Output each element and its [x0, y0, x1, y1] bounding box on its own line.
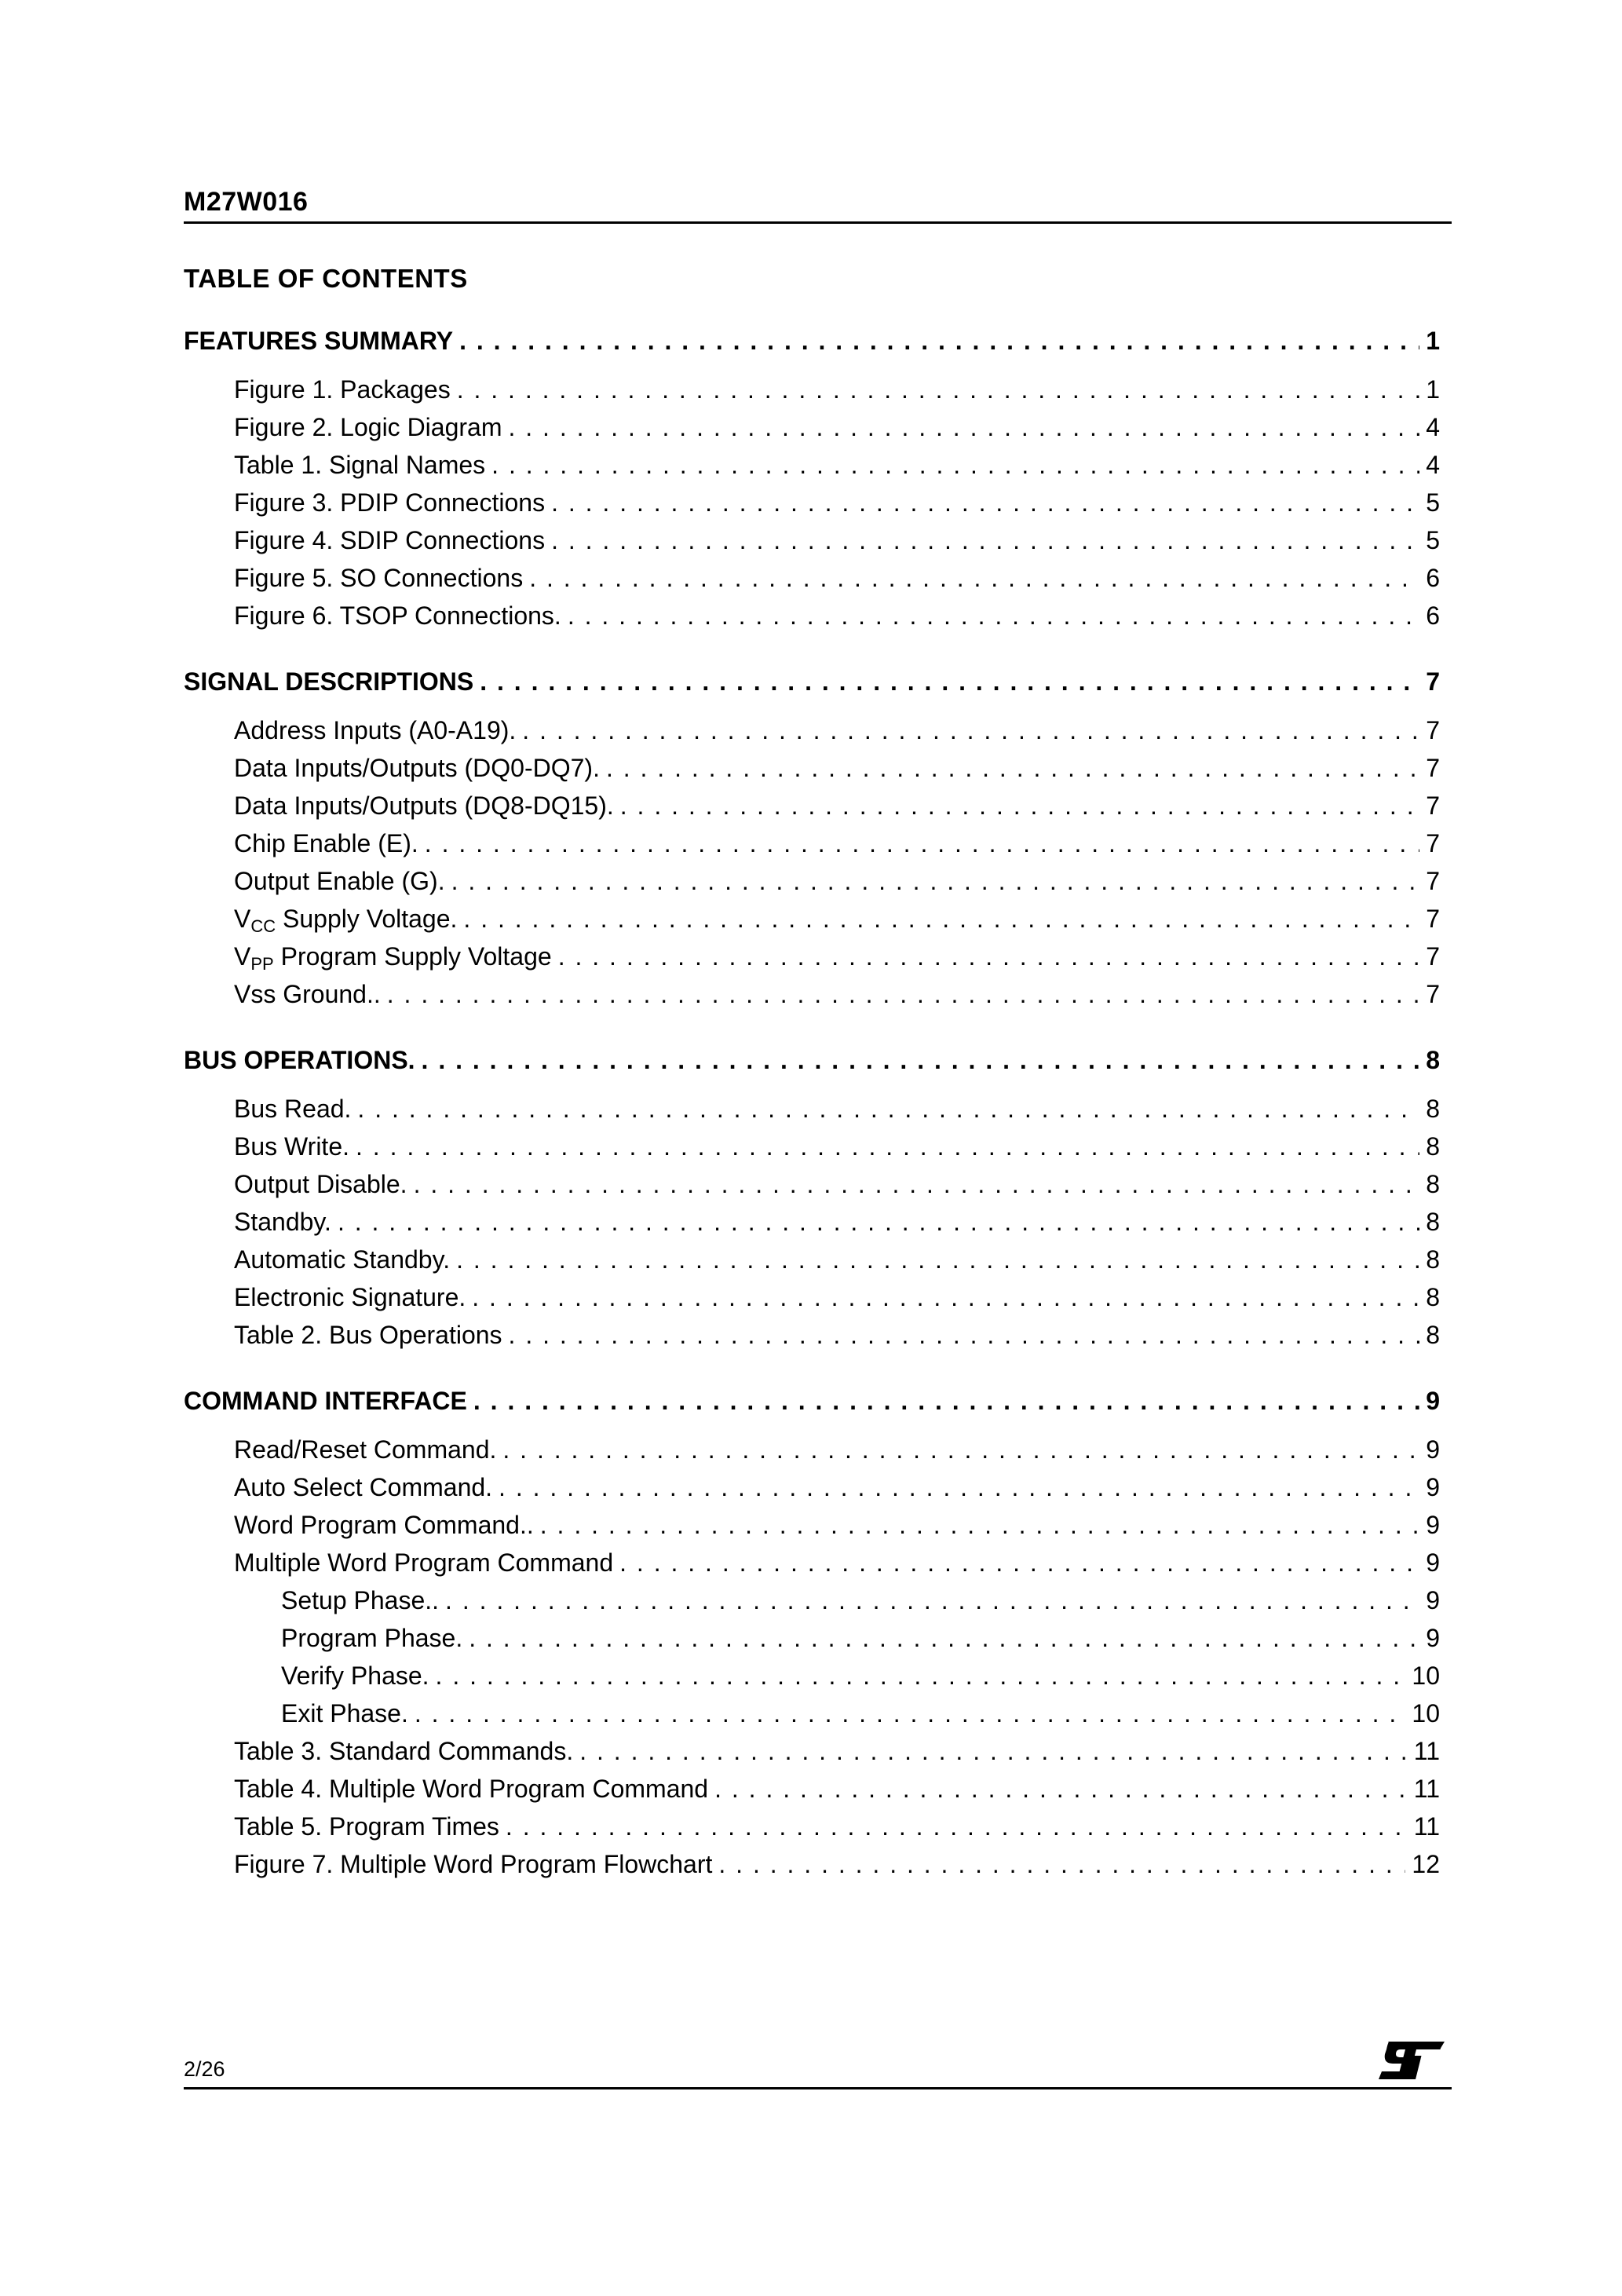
toc-entry-label: [281, 1619, 469, 1657]
toc-entry[interactable]: [184, 1808, 1440, 1845]
toc-entry-label-text: Exit Phase.: [281, 1699, 408, 1727]
footer-page-number: 2/26: [184, 2057, 225, 2081]
toc-leader-dots: [540, 1506, 1419, 1544]
toc-entry-label-text: Figure 4. SDIP Connections: [234, 526, 546, 554]
toc-entry[interactable]: [184, 975, 1440, 1013]
toc-entry-label: [234, 862, 451, 900]
toc-entry-label-text: Word Program Command..: [234, 1511, 534, 1539]
toc-entry-label-subscript: PP: [250, 954, 274, 974]
toc-page-number: 4: [1426, 413, 1440, 441]
toc-leader-dots: [472, 1278, 1419, 1316]
toc-leader-dots: [606, 749, 1419, 787]
toc-entry-label-text: Multiple Word Program Command: [234, 1548, 614, 1577]
toc-entry-label-text: Supply Voltage.: [276, 905, 458, 933]
toc-entry-label-text: Read/Reset Command.: [234, 1435, 497, 1464]
toc-entry-label-text: Table 5. Program Times: [234, 1812, 499, 1841]
toc-leader-dots: [558, 938, 1420, 975]
toc-entry-label: [234, 597, 568, 634]
toc-entry-label-text: Bus Write.: [234, 1132, 349, 1161]
toc-entry[interactable]: [184, 1278, 1440, 1316]
toc-leader-dots: [422, 1041, 1420, 1079]
toc-entry-label: [234, 1808, 506, 1845]
toc-page-number: 8: [1426, 1132, 1440, 1161]
toc-entry[interactable]: [184, 1431, 1440, 1468]
toc-entry[interactable]: [184, 711, 1440, 749]
toc-entry-label-prefix: V: [234, 905, 251, 933]
toc-entry[interactable]: [184, 1128, 1440, 1165]
toc-entry-label: [281, 1657, 436, 1695]
toc-entry-label: [234, 1203, 338, 1241]
toc-section-title: SIGNAL DESCRIPTIONS: [184, 667, 474, 696]
toc-entry-label: [234, 484, 551, 521]
toc-page-number: 7: [1426, 716, 1440, 744]
toc-entry[interactable]: [184, 749, 1440, 787]
toc-leader-dots: [499, 1468, 1419, 1506]
toc-page-number: 7: [1426, 905, 1440, 933]
toc-entry[interactable]: [184, 408, 1440, 446]
toc-page-number: 8: [1426, 1046, 1440, 1074]
toc-entry[interactable]: [184, 559, 1440, 597]
toc-section-entry[interactable]: [184, 663, 1440, 702]
toc-entry-label: [281, 1695, 415, 1732]
toc-page-number: 6: [1426, 601, 1440, 630]
toc-page-number: 8: [1426, 1095, 1440, 1123]
toc-page-number: 9: [1426, 1624, 1440, 1652]
toc-leader-dots: [509, 1316, 1420, 1354]
toc-leader-dots: [356, 1128, 1419, 1165]
toc-leader-dots: [508, 408, 1419, 446]
toc-entry-label-text: Electronic Signature.: [234, 1283, 466, 1311]
toc-page-number: 8: [1426, 1245, 1440, 1274]
toc-entry-label-text: Data Inputs/Outputs (DQ0-DQ7).: [234, 754, 600, 782]
toc-entry-label: [281, 1581, 445, 1619]
toc-entry[interactable]: [184, 1316, 1440, 1354]
toc-page-number: 10: [1412, 1662, 1440, 1690]
toc-entry-label: [234, 1468, 499, 1506]
toc-page-number: 9: [1426, 1586, 1440, 1614]
toc-entry-label: [234, 1090, 357, 1128]
toc-entry-label-text: Program Supply Voltage: [273, 942, 552, 971]
toc-entry-label: [234, 1732, 579, 1770]
toc-entry-label: [234, 1128, 356, 1165]
toc-section: [184, 322, 1440, 634]
toc-entry-label: [234, 1770, 714, 1808]
toc-entry[interactable]: [184, 446, 1440, 484]
toc-entry-label: [234, 938, 558, 975]
toc-entry-label-text: Figure 7. Multiple Word Program Flowchart: [234, 1850, 713, 1878]
toc-entry[interactable]: [184, 824, 1440, 862]
toc-entry-label-text: Program Phase.: [281, 1624, 463, 1652]
toc-entry[interactable]: [184, 1090, 1440, 1128]
document-title: M27W016: [184, 187, 309, 217]
toc-page-number: 8: [1426, 1208, 1440, 1236]
toc-leader-dots: [568, 597, 1419, 634]
toc-entry-label-text: Figure 2. Logic Diagram: [234, 413, 502, 441]
toc-entry-label-text: Address Inputs (A0-A19).: [234, 716, 517, 744]
toc-section-entry[interactable]: [184, 1041, 1440, 1080]
toc-entry[interactable]: [184, 1732, 1440, 1770]
toc-leader-dots: [463, 900, 1419, 938]
toc-heading: TABLE OF CONTENTS: [184, 264, 468, 293]
toc-entry-label-text: Data Inputs/Outputs (DQ8-DQ15).: [234, 792, 614, 820]
toc-entry-label-text: Table 4. Multiple Word Program Command: [234, 1775, 709, 1803]
toc-page-number: 4: [1426, 451, 1440, 479]
toc-page-number: 11: [1413, 1812, 1440, 1841]
toc-entry-label: [234, 1431, 502, 1468]
toc-page-number: 7: [1426, 667, 1440, 696]
toc-leader-dots: [451, 862, 1420, 900]
toc-page-number: 9: [1426, 1548, 1440, 1577]
toc-page-number: 9: [1426, 1473, 1440, 1501]
toc-entry-label: [234, 521, 551, 559]
toc-entry-label: [234, 1544, 619, 1581]
toc-leader-dots: [473, 1382, 1419, 1420]
toc-leader-dots: [506, 1808, 1408, 1845]
toc-entry-label-text: Auto Select Command.: [234, 1473, 493, 1501]
toc-entry[interactable]: [184, 521, 1440, 559]
toc-entry-label-text: Verify Phase.: [281, 1662, 429, 1690]
toc-leader-dots: [436, 1657, 1406, 1695]
toc-leader-dots: [456, 1241, 1419, 1278]
toc-entry-label-text: Bus Read.: [234, 1095, 352, 1123]
toc-leader-dots: [425, 824, 1419, 862]
toc-entry[interactable]: [184, 1695, 1440, 1732]
toc-leader-dots: [480, 663, 1419, 700]
toc-leader-dots: [357, 1090, 1419, 1128]
toc-entry-label: [234, 1845, 718, 1883]
toc-page-number: 1: [1426, 375, 1440, 404]
toc-page-number: 7: [1426, 980, 1440, 1008]
toc-page-number: 7: [1426, 867, 1440, 895]
toc-entry-label-text: Figure 6. TSOP Connections.: [234, 601, 561, 630]
toc-leader-dots: [457, 371, 1420, 408]
toc-entry-label-text: Table 1. Signal Names: [234, 451, 486, 479]
footer-rule: [184, 2087, 1452, 2089]
toc-leader-dots: [551, 521, 1419, 559]
toc-entry-label-text: Figure 3. PDIP Connections: [234, 488, 546, 517]
toc-page-number: 5: [1426, 526, 1440, 554]
toc-page-number: 6: [1426, 564, 1440, 592]
toc-entry-label-text: Vss Ground..: [234, 980, 381, 1008]
toc-entry-label-text: Figure 1. Packages: [234, 375, 451, 404]
toc-leader-dots: [459, 322, 1419, 360]
toc-entry-label: [234, 711, 522, 749]
toc-entry-label: [234, 408, 508, 446]
toc-leader-dots: [491, 446, 1419, 484]
toc-entry-label-text: Table 2. Bus Operations: [234, 1321, 502, 1349]
st-logo-icon: [1377, 2038, 1445, 2082]
toc-page-number: 7: [1426, 754, 1440, 782]
toc-entry[interactable]: [184, 1581, 1440, 1619]
toc-leader-dots: [338, 1203, 1419, 1241]
toc-leader-dots: [522, 711, 1419, 749]
toc-entry-label: [234, 559, 529, 597]
toc-entry-label: [234, 787, 620, 824]
toc-page-number: 7: [1426, 792, 1440, 820]
toc-leader-dots: [551, 484, 1419, 521]
toc-section: [184, 1041, 1440, 1354]
toc-entry-label-text: Setup Phase..: [281, 1586, 440, 1614]
toc-entry[interactable]: [184, 1544, 1440, 1581]
toc-section-title: COMMAND INTERFACE: [184, 1387, 467, 1415]
toc-entry-label-prefix: V: [234, 942, 251, 971]
toc-entry[interactable]: [184, 1165, 1440, 1203]
toc-entry[interactable]: [184, 862, 1440, 900]
toc-leader-dots: [529, 559, 1419, 597]
toc-entry-label: [234, 1316, 509, 1354]
toc-leader-dots: [718, 1845, 1405, 1883]
toc-page-number: 8: [1426, 1283, 1440, 1311]
toc-entry-label: [234, 1278, 472, 1316]
toc-entry-label: [234, 1506, 540, 1544]
toc-page-number: 11: [1413, 1775, 1440, 1803]
toc-leader-dots: [619, 1544, 1419, 1581]
toc-page-number: 8: [1426, 1321, 1440, 1349]
toc-page-number: 8: [1426, 1170, 1440, 1198]
toc-entry[interactable]: [184, 938, 1440, 975]
toc-section: [184, 1382, 1440, 1883]
toc-entry-label-text: Chip Enable (E).: [234, 829, 418, 857]
toc-page-number: 10: [1412, 1699, 1440, 1727]
toc-entry-label-text: Standby.: [234, 1208, 331, 1236]
toc-leader-dots: [387, 975, 1419, 1013]
toc-leader-dots: [445, 1581, 1419, 1619]
toc-page-number: 7: [1426, 829, 1440, 857]
toc-entry[interactable]: [184, 900, 1440, 938]
toc-section-entry[interactable]: [184, 322, 1440, 361]
toc-entry[interactable]: [184, 1845, 1440, 1883]
toc-entry-label-text: Figure 5. SO Connections: [234, 564, 524, 592]
toc-entry-label: [234, 1165, 414, 1203]
toc-entry-label: [234, 749, 606, 787]
toc-entry[interactable]: [184, 787, 1440, 824]
toc-section-title: FEATURES SUMMARY: [184, 327, 454, 355]
header-rule: [184, 221, 1452, 224]
toc-entry-label: [234, 446, 491, 484]
toc-leader-dots: [579, 1732, 1408, 1770]
toc-page-number: 5: [1426, 488, 1440, 517]
toc-page-number: 11: [1413, 1737, 1440, 1765]
toc-page-number: 9: [1426, 1511, 1440, 1539]
toc-entry-label-text: Automatic Standby.: [234, 1245, 451, 1274]
toc-section: [184, 663, 1440, 1013]
toc-entry-label-text: Output Enable (G).: [234, 867, 445, 895]
toc-page-number: 7: [1426, 942, 1440, 971]
toc-leader-dots: [469, 1619, 1419, 1657]
toc-entry-label: [234, 371, 457, 408]
toc-leader-dots: [415, 1695, 1406, 1732]
toc-section-entry[interactable]: [184, 1382, 1440, 1421]
toc-entry-label-text: Output Disable.: [234, 1170, 407, 1198]
toc-leader-dots: [414, 1165, 1420, 1203]
toc-entry[interactable]: [184, 1657, 1440, 1695]
toc-entry[interactable]: [184, 1619, 1440, 1657]
toc-section-title: BUS OPERATIONS.: [184, 1046, 415, 1074]
toc-entry[interactable]: [184, 1241, 1440, 1278]
toc-leader-dots: [714, 1770, 1408, 1808]
toc-entry-label: [234, 900, 463, 938]
toc-entry[interactable]: [184, 1506, 1440, 1544]
toc-entry-label: [234, 975, 387, 1013]
toc-page-number: 1: [1426, 327, 1440, 355]
toc-entry-label: [234, 1241, 456, 1278]
toc-entry-label: [234, 824, 425, 862]
toc-page-number: 12: [1412, 1850, 1440, 1878]
toc-leader-dots: [502, 1431, 1419, 1468]
toc-page-number: 9: [1426, 1387, 1440, 1415]
toc-entry[interactable]: [184, 1770, 1440, 1808]
table-of-contents: [184, 322, 1440, 1911]
toc-page-number: 9: [1426, 1435, 1440, 1464]
toc-entry[interactable]: [184, 1468, 1440, 1506]
toc-entry[interactable]: [184, 371, 1440, 408]
toc-entry[interactable]: [184, 597, 1440, 634]
toc-entry[interactable]: [184, 484, 1440, 521]
toc-entry-label-subscript: CC: [250, 916, 276, 936]
toc-leader-dots: [620, 787, 1419, 824]
toc-entry[interactable]: [184, 1203, 1440, 1241]
toc-entry-label-text: Table 3. Standard Commands.: [234, 1737, 574, 1765]
